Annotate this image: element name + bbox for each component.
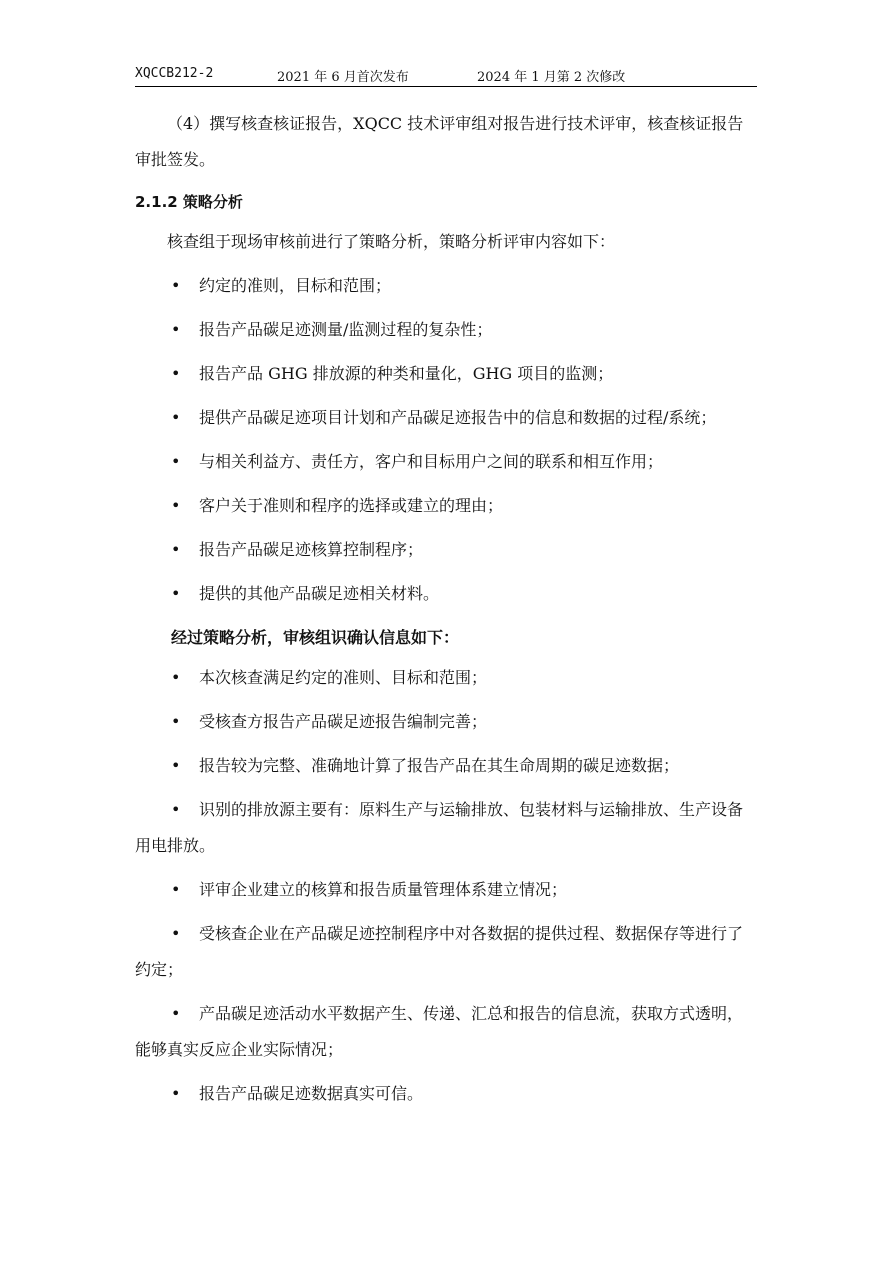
list-item: • 报告产品碳足迹数据真实可信。 bbox=[135, 1076, 757, 1112]
bullet-icon: • bbox=[171, 496, 181, 515]
bullet-icon: • bbox=[171, 452, 181, 471]
list-item: • 约定的准则，目标和范围； bbox=[135, 268, 757, 304]
bullet-icon: • bbox=[171, 1084, 181, 1103]
list-item: • 提供的其他产品碳足迹相关材料。 bbox=[135, 576, 757, 612]
list-item: • 报告产品 GHG 排放源的种类和量化，GHG 项目的监测； bbox=[135, 356, 757, 392]
bullet-icon: • bbox=[171, 880, 181, 899]
list-item: • 产品碳足迹活动水平数据产生、传递、汇总和报告的信息流，获取方式透明，能够真实反应企业实际情况； bbox=[135, 996, 757, 1068]
bullet-icon: • bbox=[171, 800, 181, 819]
bullet-icon: • bbox=[171, 756, 181, 775]
review-list bbox=[135, 268, 757, 612]
list-item: • 报告较为完整、准确地计算了报告产品在其生命周期的碳足迹数据； bbox=[135, 748, 757, 784]
list-item: • 报告产品碳足迹核算控制程序； bbox=[135, 532, 757, 568]
bullet-icon: • bbox=[171, 924, 181, 943]
list-item: • 与相关利益方、责任方，客户和目标用户之间的联系和相互作用； bbox=[135, 444, 757, 480]
bullet-icon: • bbox=[171, 276, 181, 295]
list-item: • 本次核查满足约定的准则、目标和范围； bbox=[135, 660, 757, 696]
confirm-heading: 经过策略分析，审核组识确认信息如下： bbox=[171, 628, 460, 647]
list-item: • 报告产品碳足迹测量/监测过程的复杂性； bbox=[135, 312, 757, 348]
section-heading: 2.1.2 策略分析 bbox=[135, 193, 243, 211]
bullet-icon: • bbox=[171, 540, 181, 559]
bullet-icon: • bbox=[171, 1004, 181, 1023]
document-code: XQCCB212-2 bbox=[135, 66, 214, 81]
list-item: • 提供产品碳足迹项目计划和产品碳足迹报告中的信息和数据的过程/系统； bbox=[135, 400, 757, 436]
list-item: • 评审企业建立的核算和报告质量管理体系建立情况； bbox=[135, 872, 757, 908]
intro-paragraph: （4）撰写核查核证报告，XQCC 技术评审组对报告进行技术评审，核查核证报告审批签发。 bbox=[135, 114, 744, 169]
bullet-icon: • bbox=[171, 320, 181, 339]
revision-date: 2024 年 1 月第 2 次修改 bbox=[477, 70, 626, 85]
bullet-icon: • bbox=[171, 364, 181, 383]
list-item: • 识别的排放源主要有：原料生产与运输排放、包装材料与运输排放、生产设备用电排放。 bbox=[135, 792, 757, 864]
bullet-icon: • bbox=[171, 712, 181, 731]
document-body bbox=[135, 106, 757, 1120]
list-item: • 受核查企业在产品碳足迹控制程序中对各数据的提供过程、数据保存等进行了约定； bbox=[135, 916, 757, 988]
list-item: • 受核查方报告产品碳足迹报告编制完善； bbox=[135, 704, 757, 740]
page-header bbox=[135, 66, 757, 87]
bullet-icon: • bbox=[171, 584, 181, 603]
list-item: • 客户关于准则和程序的选择或建立的理由； bbox=[135, 488, 757, 524]
section-intro: 核查组于现场审核前进行了策略分析，策略分析评审内容如下： bbox=[167, 232, 616, 251]
publish-date: 2021 年 6 月首次发布 bbox=[277, 70, 409, 85]
confirm-list bbox=[135, 660, 757, 1112]
bullet-icon: • bbox=[171, 668, 181, 687]
bullet-icon: • bbox=[171, 408, 181, 427]
